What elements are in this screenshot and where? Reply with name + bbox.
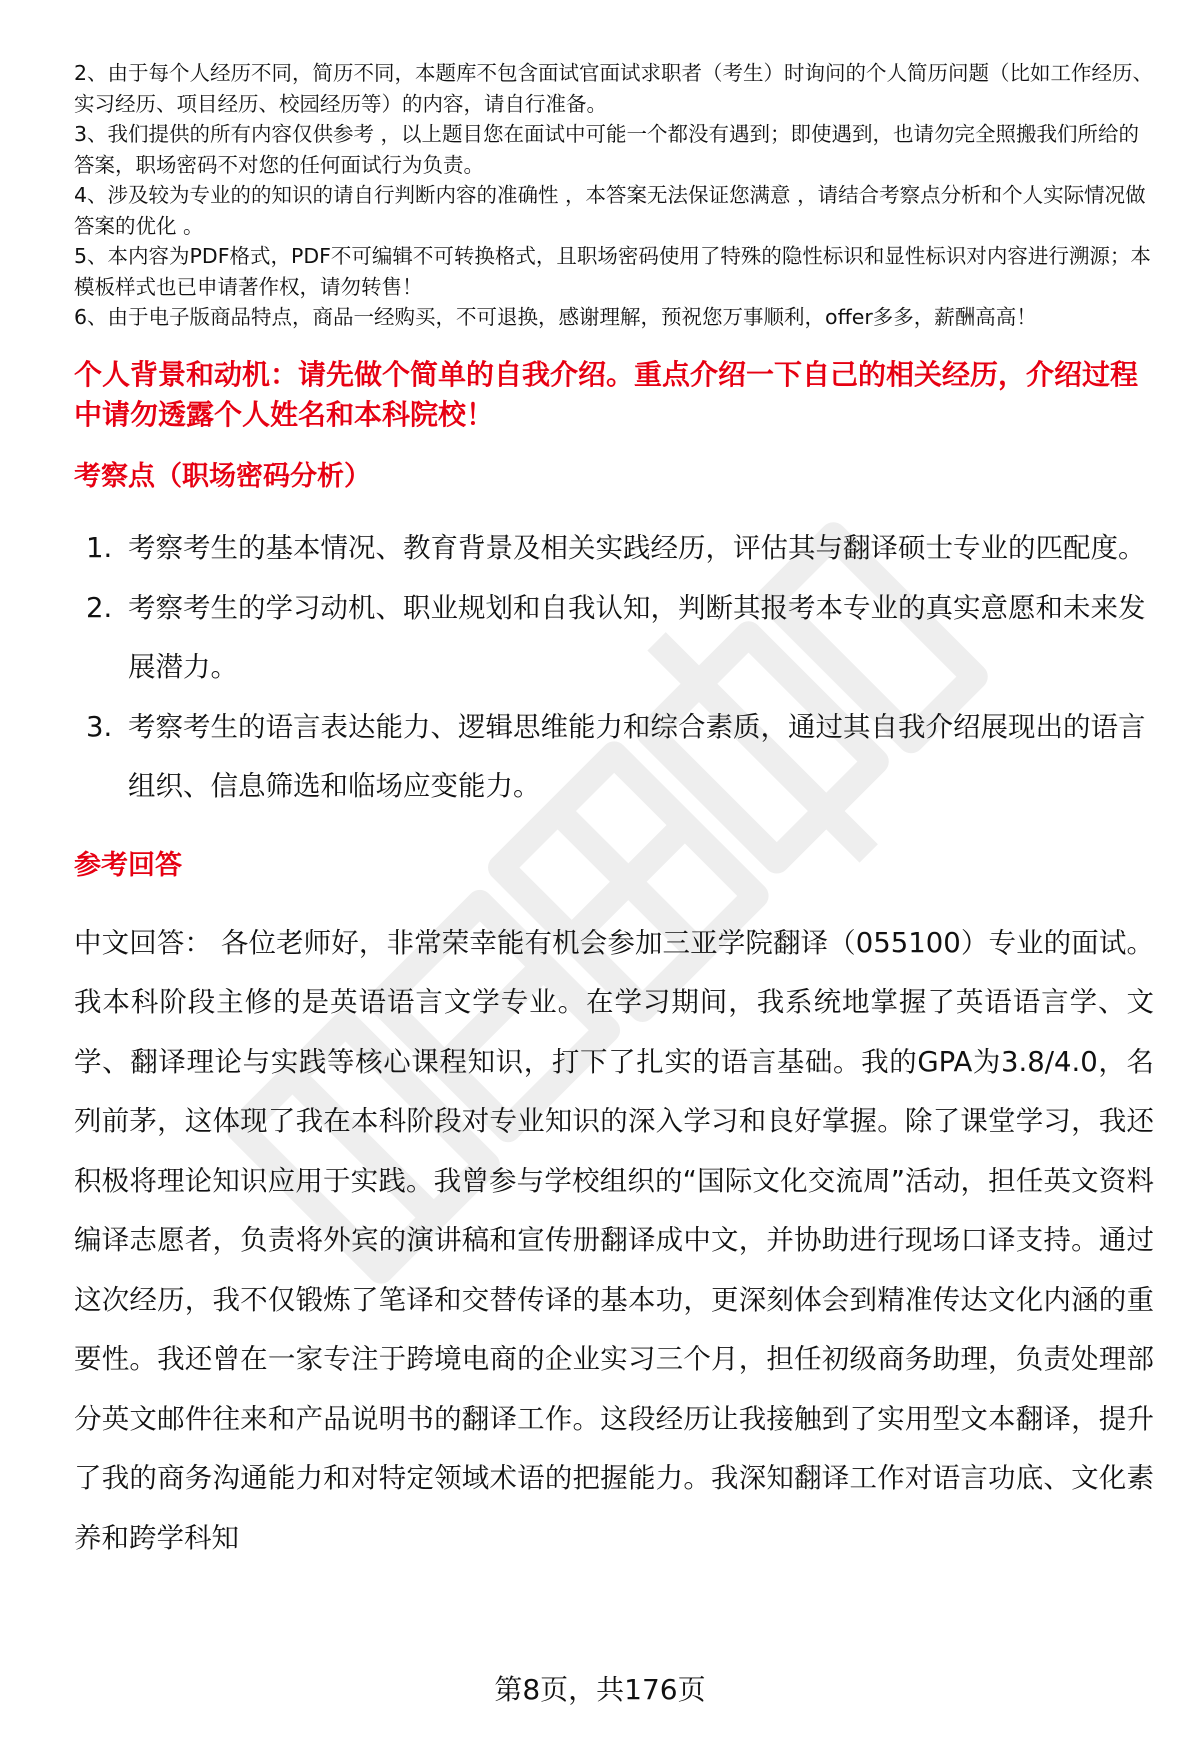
point-text: 考察考生的基本情况、教育背景及相关实践经历，评估其与翻译硕士专业的匹配度。	[128, 531, 1146, 564]
note-item: 5、本内容为PDF格式，PDF不可编辑不可转换格式，且职场密码使用了特殊的隐性标识和显性标识对内容进行溯源；本模板样式也已申请著作权，请勿转售！	[74, 244, 1151, 299]
analysis-title: 考察点（职场密码分析）	[74, 460, 371, 492]
page-footer: 第8页，共176页	[494, 1673, 706, 1706]
note-item: 2、由于每个人经历不同，简历不同，本题库不包含面试官面试求职者（考生）时询问的个人简历问题（比如工作经历、实习经历、项目经历、校园经历等）的内容，请自行准备。	[74, 61, 1154, 116]
analysis-point	[74, 698, 1154, 816]
analysis-point	[74, 579, 1154, 697]
note-item: 4、涉及较为专业的的知识的请自行判断内容的准确性 ，本答案无法保证您满意 ，请结合考察点分析和个人实际情况做答案的优化 。	[74, 183, 1146, 238]
reference-title: 参考回答	[74, 849, 182, 881]
point-number: 2.	[86, 591, 113, 624]
question-heading: 个人背景和动机：请先做个简单的自我介绍。重点介绍一下自己的相关经历，介绍过程中请勿透露个人姓名和本科院校！	[74, 357, 1139, 431]
analysis-points	[74, 519, 1154, 816]
point-text: 考察考生的语言表达能力、逻辑思维能力和综合素质，通过其自我介绍展现出的语言组织、信息筛选和临场应变能力。	[128, 710, 1146, 802]
disclaimer-notes	[74, 58, 1154, 333]
analysis-point	[74, 519, 1154, 578]
note-item: 3、我们提供的所有内容仅供参考 ，以上题目您在面试中可能一个都没有遇到；即使遇到，也请勿完全照搬我们所给的答案，职场密码不对您的任何面试行为负责。	[74, 122, 1140, 177]
point-number: 1.	[86, 531, 113, 564]
page-content	[74, 58, 1154, 1568]
point-text: 考察考生的学习动机、职业规划和自我认知，判断其报考本专业的真实意愿和未来发展潜力。	[128, 591, 1146, 683]
note-item: 6、由于电子版商品特点，商品一经购买，不可退换，感谢理解，预祝您万事顺利，offer多多，薪酬高高！	[74, 305, 1037, 329]
reference-answer: 中文回答： 各位老师好，非常荣幸能有机会参加三亚学院翻译（055100）专业的面试。我本科阶段主修的是英语语言文学专业。在学习期间，我系统地掌握了英语语言学、文学、翻译理论与实践等核心课程知识，打下了扎实的语言基础。我的GPA为3.8/4.0，名列前茅，这体现了我在本科阶段对专业知识的深入学习和良好掌握。除了课堂学习，我还积极将理论知识应用于实践。我曾参与学校组织的“国际文化交流周”活动，担任英文资料编译志愿者，负责将外宾的演讲稿和宣传册翻译成中文，并协助进行现场口译支持。通过这次经历，我不仅锻炼了笔译和交替传译的基本功，更深刻体会到精准传达文化内涵的重要性。我还曾在一家专注于跨境电商的企业实习三个月，担任初级商务助理，负责处理部分英文邮件往来和产品说明书的翻译工作。这段经历让我接触到了实用型文本翻译，提升了我的商务沟通能力和对特定领域术语的把握能力。我深知翻译工作对语言功底、文化素养和跨学科知	[74, 926, 1154, 1554]
point-number: 3.	[86, 710, 113, 743]
